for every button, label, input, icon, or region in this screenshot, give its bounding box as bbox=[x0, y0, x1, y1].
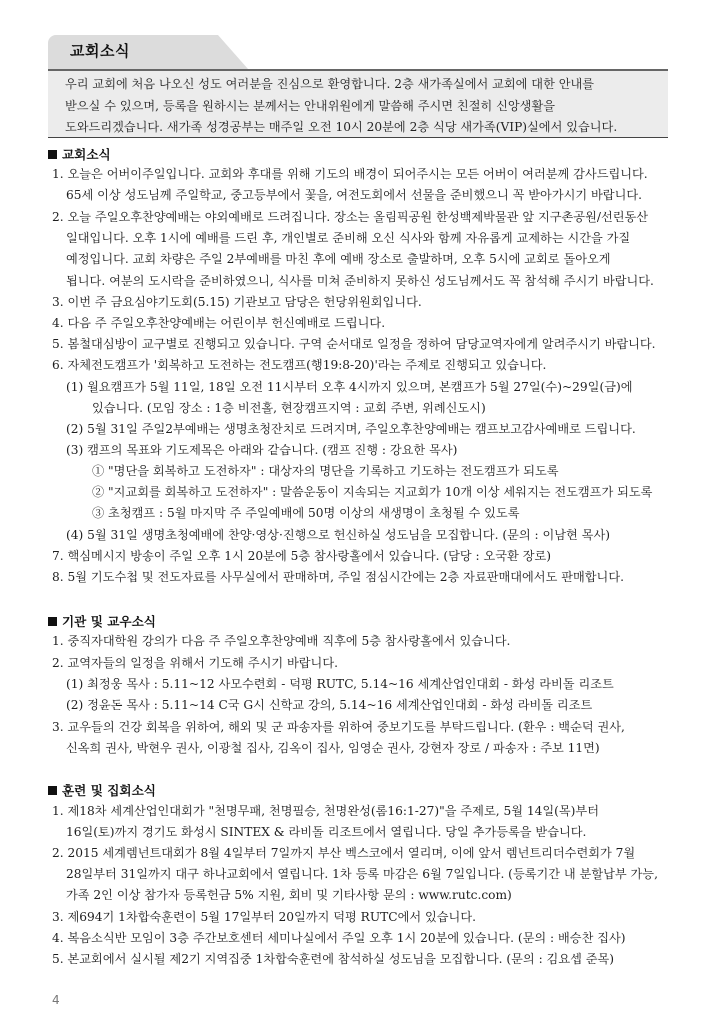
square-bullet-icon bbox=[48, 150, 57, 159]
news-item: 5. 봄철대심방이 교구별로 진행되고 있습니다. 구역 순서대로 일정을 정하여 담당교역자에게 알려주시기 바랍니다. bbox=[52, 337, 656, 351]
section-tab-slant bbox=[218, 35, 248, 69]
news-subitem: (4) 5월 31일 생명초청예배에 찬양·영상·진행으로 헌신하실 성도님을 모집합니다. (문의 : 이남현 목사) bbox=[66, 528, 610, 542]
training-item-cont: 가족 2인 이상 참가자 등록헌금 5% 지원, 회비 및 기타사항 문의 : www.rutc.com) bbox=[66, 888, 512, 902]
news-subsubitem: ① "명단을 회복하고 도전하자" : 대상자의 명단을 기록하고 기도하는 전도캠프가 되도록 bbox=[92, 464, 559, 478]
members-subitem: (1) 최정웅 목사 : 5.11~12 사모수련회 - 덕평 RUTC, 5.14~16 세계산업인대회 - 화성 라비돌 리조트 bbox=[66, 677, 614, 691]
members-item: 2. 교역자들의 일정을 위해서 기도해 주시기 바랍니다. bbox=[52, 656, 338, 670]
news-subitem: (2) 5월 31일 주일2부예배는 생명초청잔치로 드려지며, 주일오후찬양예배는 캠프보고감사예배로 드립니다. bbox=[66, 422, 636, 436]
news-subsubitem: ② "지교회를 회복하고 도전하자" : 말씀운동이 지속되는 지교회가 10개 이상 세워지는 전도캠프가 되도록 bbox=[92, 485, 653, 499]
square-bullet-icon bbox=[48, 786, 57, 795]
intro-line: 우리 교회에 처음 나오신 성도 여러분을 진심으로 환영합니다. 2층 새가족실에서 교회에 대한 안내를 bbox=[65, 77, 595, 91]
news-item: 6. 자체전도캠프가 '회복하고 도전하는 전도캠프(행19:8-20)'라는 주제로 진행되고 있습니다. bbox=[52, 358, 547, 372]
training-item-cont: 28일부터 31일까지 대구 하나교회에서 열립니다. 1차 등록 마감은 6월 7일입니다. (등록기간 내 분할납부 가능, bbox=[66, 867, 658, 881]
training-item-cont: 16일(토)까지 경기도 화성시 SINTEX & 라비돌 리조트에서 열립니다. 당일 추가등록을 받습니다. bbox=[66, 825, 587, 839]
news-subsubitem: ③ 초청캠프 : 5월 마지막 주 주일예배에 50명 이상의 새생명이 초청될 수 있도록 bbox=[92, 506, 520, 520]
page-title: 교회소식 bbox=[70, 42, 130, 60]
news-item: 4. 다음 주 주일오후찬양예배는 어린이부 헌신예배로 드립니다. bbox=[52, 316, 386, 330]
news-item: 8. 5월 기도수첩 및 전도자료를 사무실에서 판매하며, 주일 점심시간에는 2층 자료판매대에서도 판매합니다. bbox=[52, 570, 624, 584]
news-item-cont: 예정입니다. 교회 차량은 주일 2부예배를 마친 후에 예배 장소로 출발하며, 오후 5시에 교회로 돌아오게 bbox=[66, 252, 611, 266]
intro-line: 받으실 수 있으며, 등록을 원하시는 분께서는 안내위원에게 말씀해 주시면 친절히 신앙생활을 bbox=[65, 99, 555, 113]
members-item: 3. 교우들의 건강 회복을 위하여, 해외 및 군 파송자를 위하여 중보기도를 부탁드립니다. (환우 : 백순덕 권사, bbox=[52, 720, 625, 734]
section-heading-members-news: 기관 및 교우소식 bbox=[48, 611, 156, 630]
square-bullet-icon bbox=[48, 617, 57, 626]
members-item-cont: 신옥희 권사, 박현우 권사, 이광철 집사, 김옥이 집사, 임영순 권사, 강현자 장로 / 파송자 : 주보 11면) bbox=[66, 741, 600, 755]
news-subitem-cont: 있습니다. (모임 장소 : 1층 비전홀, 현장캠프지역 : 교회 주변, 위례신도시) bbox=[92, 401, 486, 415]
page-number: 4 bbox=[52, 993, 60, 1007]
training-item: 2. 2015 세계렘넌트대회가 8월 4일부터 7일까지 부산 벡스코에서 열리며, 이에 앞서 렘넌트리더수련회가 7월 bbox=[52, 846, 636, 860]
news-subitem: (3) 캠프의 목표와 기도제목은 아래와 같습니다. (캠프 진행 : 강요한 목사) bbox=[66, 443, 458, 457]
news-item-cont: 됩니다. 여분의 도시락을 준비하였으니, 식사를 미쳐 준비하지 못하신 성도님께서도 꼭 참석해 주시기 바랍니다. bbox=[66, 274, 654, 288]
news-item-cont: 65세 이상 성도님께 주일학교, 중고등부에서 꽃을, 여전도회에서 선물을 준비했으니 꼭 받아가시기 바랍니다. bbox=[66, 188, 642, 202]
members-subitem: (2) 정윤돈 목사 : 5.11~14 C국 G시 신학교 강의, 5.14~16 세계산업인대회 - 화성 라비돌 리조트 bbox=[66, 698, 593, 712]
members-item: 1. 중직자대학원 강의가 다음 주 주일오후찬양예배 직후에 5층 참사랑홀에서 있습니다. bbox=[52, 634, 511, 648]
intro-line: 도와드리겠습니다. 새가족 성경공부는 매주일 오전 10시 20분에 2층 식당 새가족(VIP)실에서 있습니다. bbox=[65, 120, 618, 134]
section-heading-church-news: 교회소식 bbox=[48, 144, 111, 163]
news-item: 7. 핵심메시지 방송이 주일 오후 1시 20분에 5층 참사랑홀에서 있습니다. (담당 : 오국환 장로) bbox=[52, 549, 552, 563]
training-item: 1. 제18차 세계산업인대회가 "천명무패, 천명필승, 천명완성(롬16:1-27)"을 주제로, 5월 14일(목)부터 bbox=[52, 804, 599, 818]
news-item: 1. 오늘은 어버이주일입니다. 교회와 후대를 위해 기도의 배경이 되어주시는 모든 어버이 여러분께 감사드립니다. bbox=[52, 167, 648, 181]
training-item: 3. 제694기 1차합숙훈련이 5월 17일부터 20일까지 덕평 RUTC에서 있습니다. bbox=[52, 910, 476, 924]
news-item: 3. 이번 주 금요심야기도회(5.15) 기관보고 담당은 헌당위원회입니다. bbox=[52, 295, 422, 309]
training-item: 4. 복음소식반 모임이 3층 주간보호센터 세미나실에서 주일 오후 1시 20분에 있습니다. (문의 : 배승찬 집사) bbox=[52, 931, 626, 945]
training-item: 5. 본교회에서 실시될 제2기 지역집중 1차합숙훈련에 참석하실 성도님을 모집합니다. (문의 : 김요셉 준목) bbox=[52, 952, 615, 966]
section-heading-training-news: 훈련 및 집회소식 bbox=[48, 780, 156, 799]
news-item-cont: 일대입니다. 오후 1시에 예배를 드린 후, 개인별로 준비해 오신 식사와 함께 자유롭게 교제하는 시간을 가질 bbox=[66, 231, 631, 245]
news-subitem: (1) 월요캠프가 5월 11일, 18일 오전 11시부터 오후 4시까지 있으며, 본캠프가 5월 27일(수)~29일(금)에 bbox=[66, 380, 633, 394]
news-item: 2. 오늘 주일오후찬양예배는 야외예배로 드려집니다. 장소는 올림픽공원 한성백제박물관 앞 지구촌공원/선린동산 bbox=[52, 210, 649, 224]
